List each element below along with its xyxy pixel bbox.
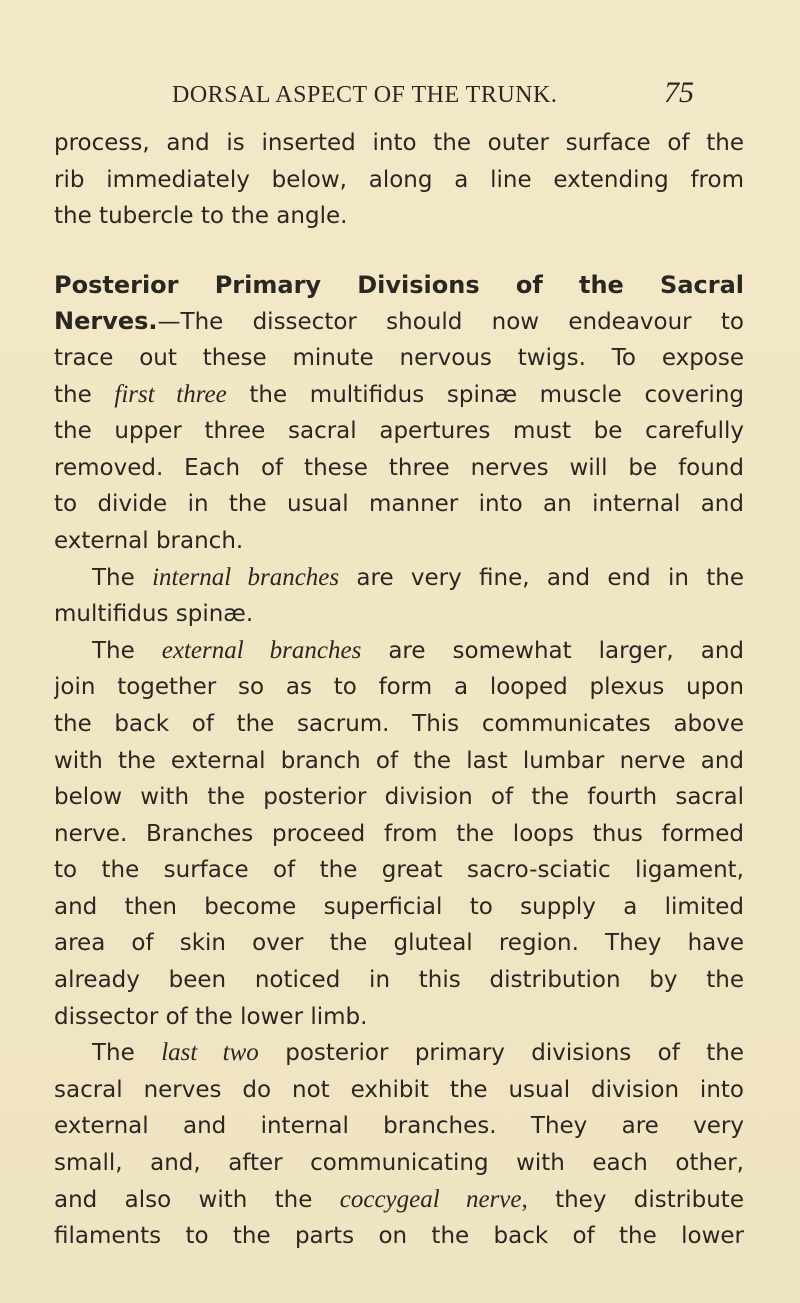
text-run: the multifidus spinæ muscle covering bbox=[226, 381, 744, 408]
text-run: the bbox=[54, 381, 115, 408]
text-line: sacral nerves do not exhibit the usual division into bbox=[54, 1076, 744, 1103]
italic-term: internal branches bbox=[152, 563, 340, 591]
text-run: and also with the bbox=[54, 1186, 340, 1213]
text-line bbox=[54, 377, 744, 414]
italic-term: external branches bbox=[161, 636, 362, 664]
text-line: the back of the sacrum. This communicates above bbox=[54, 710, 744, 737]
text-line: rib immediately below, along a line extending from bbox=[54, 166, 744, 193]
text-run: —The dissector should now endeavour to bbox=[157, 309, 744, 336]
text-line: external and internal branches. They are very bbox=[54, 1113, 744, 1140]
text-line: trace out these minute nervous twigs. To expose bbox=[54, 344, 744, 371]
text-run: The bbox=[92, 564, 153, 591]
italic-term: last two bbox=[161, 1039, 259, 1067]
section-heading: Posterior Primary Divisions of the Sacral bbox=[54, 270, 744, 299]
text-line: the upper three sacral apertures must be carefully bbox=[54, 418, 744, 445]
text-line bbox=[54, 633, 744, 670]
text-line: to the surface of the great sacro-sciatic ligament, bbox=[54, 857, 744, 884]
text-line: to divide in the usual manner into an internal and bbox=[54, 491, 744, 518]
text-run: they distribute bbox=[527, 1186, 744, 1213]
paragraph-gap bbox=[54, 235, 744, 267]
text-run: The bbox=[92, 637, 162, 664]
text-line: external branch. bbox=[54, 527, 244, 554]
text-line bbox=[54, 1182, 744, 1219]
text-line: filaments to the parts on the back of the lower bbox=[54, 1223, 744, 1250]
italic-term: first three bbox=[114, 380, 227, 408]
text-line: already been noticed in this distribution by the bbox=[54, 967, 744, 994]
text-run: The bbox=[92, 1040, 162, 1067]
text-run: posterior primary divisions of the bbox=[258, 1040, 744, 1067]
text-line: small, and, after communicating with each other, bbox=[54, 1150, 744, 1177]
text-line: multifidus spinæ. bbox=[54, 601, 254, 628]
text-line: process, and is inserted into the outer surface of the bbox=[54, 130, 744, 156]
text-line bbox=[54, 560, 744, 597]
text-run: are very fine, and end in the bbox=[339, 564, 744, 591]
text-line: area of skin over the gluteal region. They have bbox=[54, 930, 744, 957]
text-run: are somewhat larger, and bbox=[361, 637, 744, 664]
text-line: below with the posterior division of the fourth sacral bbox=[54, 784, 744, 811]
text-line bbox=[54, 1035, 744, 1072]
text-line: with the external branch of the last lumbar nerve and bbox=[54, 747, 744, 774]
text-line: dissector of the lower limb. bbox=[54, 1003, 368, 1030]
running-head: DORSAL ASPECT OF THE TRUNK. bbox=[172, 82, 558, 108]
text-line: removed. Each of these three nerves will be found bbox=[54, 454, 744, 481]
italic-term: coccygeal nerve, bbox=[339, 1185, 528, 1213]
text-line: the tubercle to the angle. bbox=[54, 203, 348, 230]
section-heading-cont: Nerves. bbox=[54, 307, 158, 336]
page-number: 75 bbox=[664, 76, 694, 109]
body-text bbox=[54, 125, 744, 1255]
text-line bbox=[54, 303, 744, 340]
text-line: nerve. Branches proceed from the loops thus formed bbox=[54, 820, 744, 847]
page-header bbox=[0, 76, 800, 116]
text-line: join together so as to form a looped plexus upon bbox=[54, 674, 744, 701]
text-line: and then become superficial to supply a limited bbox=[54, 893, 744, 920]
